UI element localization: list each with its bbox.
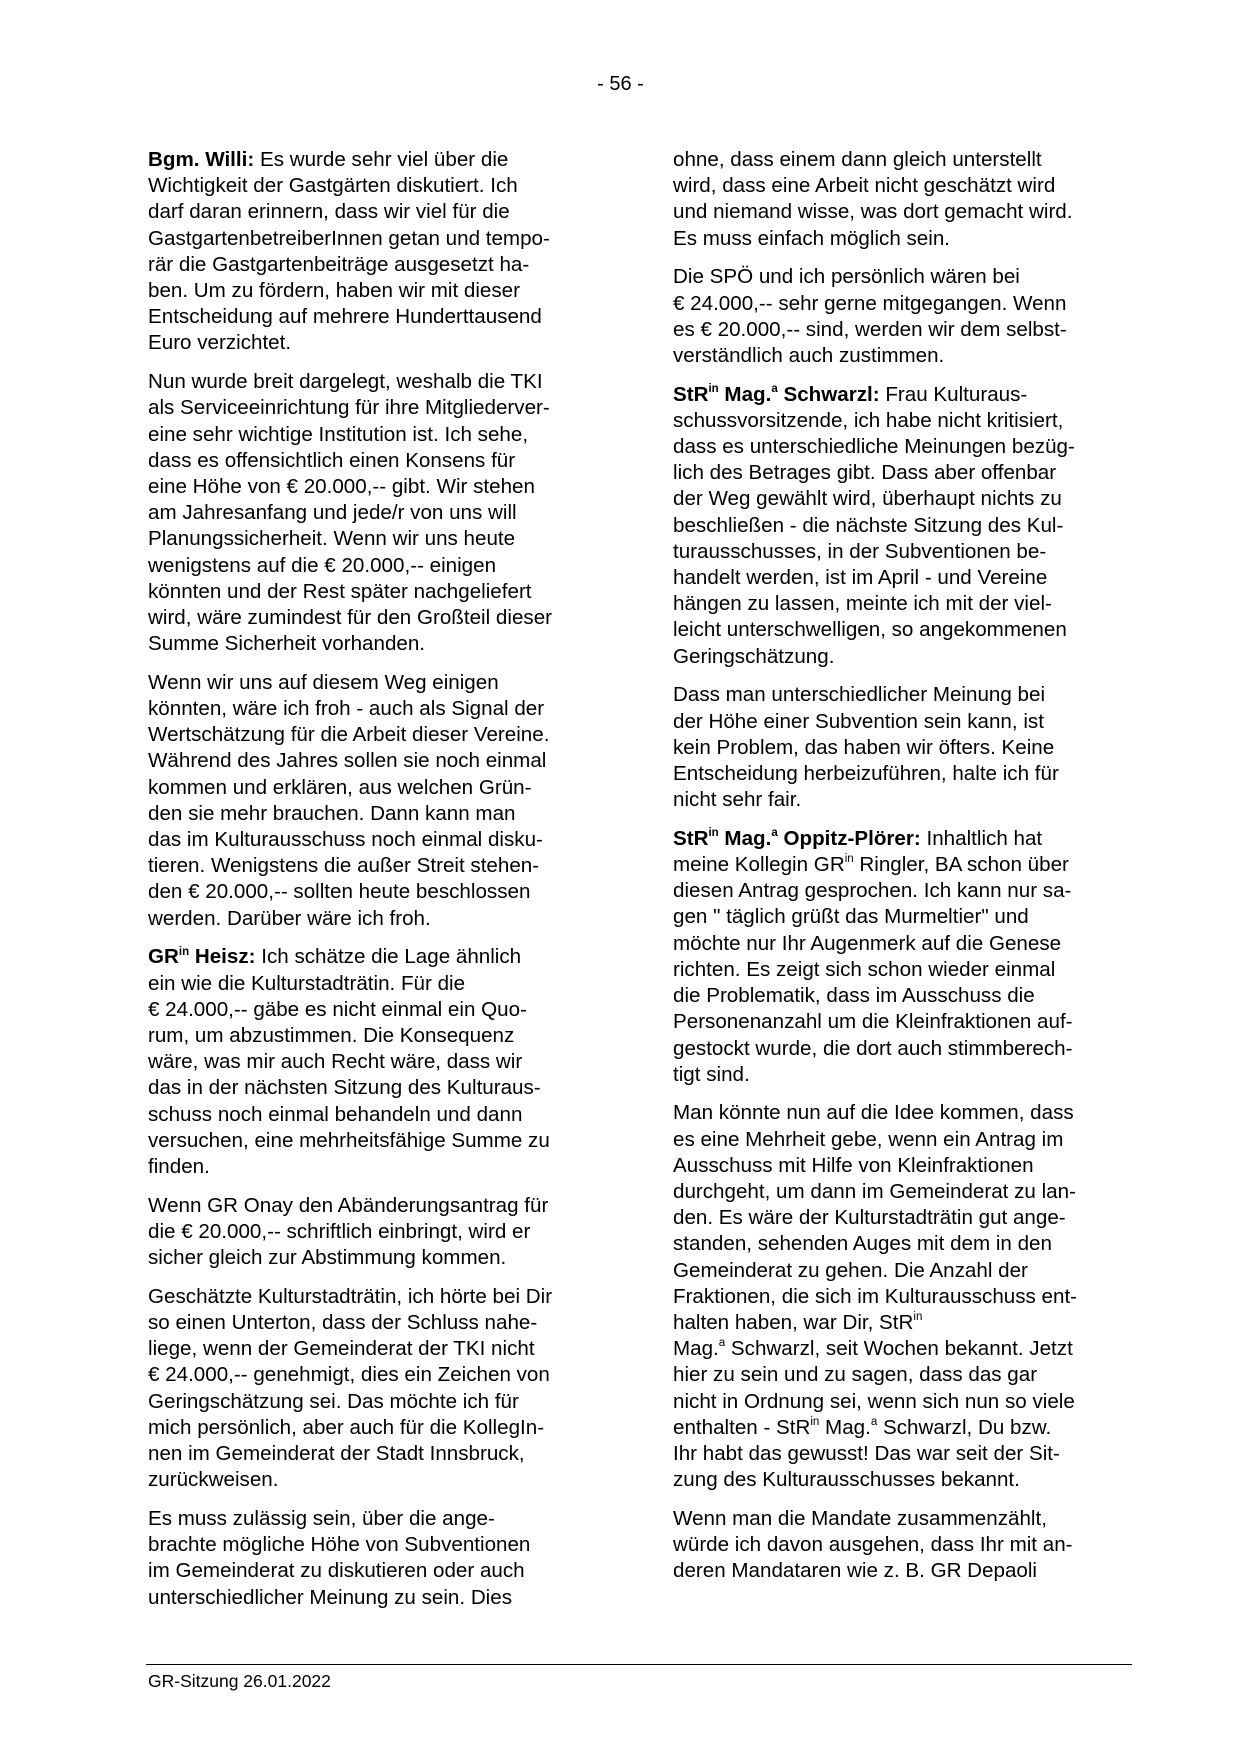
text-line: versuchen, eine mehrheitsfähige Summe zu: [148, 1128, 550, 1152]
paragraph: [673, 682, 1128, 813]
text-line: wenigstens auf die € 20.000,-- einigen: [148, 553, 497, 577]
text-line: könnten und der Rest später nachgeliefert: [148, 579, 532, 603]
text-line: nen im Gemeinderat der Stadt Innsbruck,: [148, 1442, 525, 1466]
text-line: Dass man unterschiedlicher Meinung bei: [673, 683, 1046, 707]
text-line: ohne, dass einem dann gleich unterstellt: [673, 148, 1042, 171]
text-line: das in der nächsten Sitzung des Kulturaus-: [148, 1076, 541, 1100]
text-line: es eine Mehrheit gebe, wenn ein Antrag im: [673, 1127, 1064, 1151]
text-line: Nun wurde breit dargelegt, weshalb die TKI: [148, 370, 543, 394]
text-line: Wertschätzung für die Arbeit dieser Vereine.: [148, 723, 550, 747]
text-line: es € 20.000,-- sind, werden wir dem selbst-: [673, 317, 1067, 341]
text-line: dass es offensichtlich einen Konsens für: [148, 448, 516, 472]
speaker-paragraph: [148, 147, 603, 357]
text-line: liege, wenn der Gemeinderat der TKI nicht: [148, 1337, 535, 1361]
text-line: zung des Kulturausschusses bekannt.: [673, 1468, 1020, 1492]
text-line: wird, dass eine Arbeit nicht geschätzt wird: [673, 174, 1056, 198]
text-line: am Jahresanfang und jede/r von uns will: [148, 501, 517, 525]
text-line: nicht sehr fair.: [673, 788, 802, 812]
footer-divider: [146, 1664, 1132, 1665]
text-line: Geringschätzung.: [673, 644, 835, 668]
text-line: Personenanzahl um die Kleinfraktionen auf-: [673, 1010, 1073, 1034]
text-line: ein wie die Kulturstadträtin. Für die: [148, 971, 466, 995]
speaker-paragraph: [673, 382, 1128, 670]
text-line: hier zu sein und zu sagen, dass das gar: [673, 1363, 1038, 1387]
text-line: kein Problem, das haben wir öfters. Keine: [673, 735, 1055, 759]
text-line: wäre, was mir auch Recht wäre, dass wir: [148, 1050, 523, 1074]
text-line: die Problematik, dass im Ausschuss die: [673, 984, 1035, 1008]
text-line: GastgartenbetreiberInnen getan und tempo-: [148, 226, 550, 250]
text-line: der Höhe einer Subvention sein kann, ist: [673, 709, 1044, 733]
text-line: Die SPÖ und ich persönlich wären bei: [673, 265, 1020, 289]
text-line: leicht unterschwelligen, so angekommenen: [673, 618, 1067, 642]
speaker-name: $GR^{in}$ Heisz:: [148, 945, 256, 969]
text-line: Ihr habt das gewusst! Das war seit der Sit-: [673, 1442, 1060, 1466]
text-line: dass es unterschiedliche Meinungen bezüg-: [673, 435, 1075, 459]
text-line: möchte nur Ihr Augenmerk auf die Genese: [673, 931, 1062, 955]
text-line: Ausschuss mit Hilfe von Kleinfraktionen: [673, 1153, 1034, 1177]
text-line: € 24.000,-- genehmigt, dies ein Zeichen von: [148, 1363, 550, 1387]
text-line: als Serviceeinrichtung für ihre Mitgliederver-: [148, 396, 550, 420]
text-line: turausschusses, in der Subventionen be-: [673, 539, 1047, 563]
text-line: Summe Sicherheit vorhanden.: [148, 632, 426, 656]
text-line: könnten, wäre ich froh - auch als Signal der: [148, 697, 545, 721]
footer-meeting-date: GR-Sitzung 26.01.2022: [148, 1671, 331, 1691]
right-column: [673, 147, 1128, 1597]
text-line: durchgeht, um dann im Gemeinderat zu lan-: [673, 1180, 1076, 1204]
paragraph: [673, 147, 1128, 252]
text-line: Fraktionen, die sich im Kulturausschuss ent-: [673, 1284, 1078, 1308]
text-line: meine Kollegin $GR^{in}$ Ringler, BA schon über: [673, 853, 1069, 877]
text-line: Euro verzichtet.: [148, 331, 292, 355]
text-line: Frau Kulturaus-: [885, 382, 1028, 406]
text-line: unterschiedlicher Meinung zu sein. Dies: [148, 1585, 513, 1609]
text-line: sicher gleich zur Abstimmung kommen.: [148, 1246, 507, 1270]
text-line: Es wurde sehr viel über die: [259, 148, 509, 171]
text-line: Ich schätze die Lage ähnlich: [261, 945, 522, 969]
speaker-paragraph: [148, 944, 603, 1180]
text-line: halten haben, war Dir, StR$^{in}$: [673, 1311, 923, 1335]
text-line: den. Es wäre der Kulturstadträtin gut ange-: [673, 1206, 1066, 1230]
text-line: Entscheidung auf mehrere Hunderttausend: [148, 305, 542, 329]
text-line: kommen und erklären, aus welchen Grün-: [148, 775, 532, 799]
paragraph: [673, 1506, 1128, 1585]
page-number: - 56 -: [597, 73, 644, 95]
text-line: Wenn GR Onay den Abänderungsantrag für: [148, 1193, 549, 1217]
text-line: richten. Es zeigt sich schon wieder einmal: [673, 957, 1056, 981]
text-line: den sie mehr brauchen. Dann kann man: [148, 801, 516, 825]
text-line: Inhaltlich hat: [926, 826, 1043, 850]
text-line: € 24.000,-- gäbe es nicht einmal ein Quo-: [148, 997, 527, 1021]
text-line: tieren. Wenigstens die außer Streit stehen-: [148, 854, 540, 878]
text-line: Es muss einfach möglich sein.: [673, 226, 950, 250]
text-line: deren Mandataren wie z. B. GR Depaoli: [673, 1559, 1038, 1583]
text-line: Gemeinderat zu gehen. Die Anzahl der: [673, 1258, 1028, 1282]
text-line: den € 20.000,-- sollten heute beschlossen: [148, 880, 531, 904]
text-line: nicht in Ordnung sei, wenn sich nun so viele: [673, 1389, 1075, 1413]
text-line: würde ich davon ausgehen, dass Ihr mit an-: [673, 1533, 1073, 1557]
text-line: Planungssicherheit. Wenn wir uns heute: [148, 527, 516, 551]
paragraph: [148, 1193, 603, 1272]
left-column: [148, 147, 603, 1623]
text-line: die € 20.000,-- schriftlich einbringt, wird er: [148, 1219, 531, 1243]
text-line: eine sehr wichtige Institution ist. Ich sehe,: [148, 422, 529, 446]
text-line: Wenn man die Mandate zusammenzählt,: [673, 1506, 1047, 1530]
paragraph: [673, 1100, 1128, 1493]
text-line: Mag.$^a$ Schwarzl, seit Wochen bekannt. Jetzt: [673, 1337, 1073, 1361]
paragraph: [148, 1506, 603, 1611]
speaker-name: Bgm. Willi:: [148, 148, 255, 171]
text-line: so einen Unterton, dass der Schluss nahe-: [148, 1311, 538, 1335]
text-line: werden. Darüber wäre ich froh.: [148, 906, 431, 930]
text-line: lich des Betrages gibt. Dass aber offenbar: [673, 461, 1057, 485]
text-line: wird, wäre zumindest für den Großteil dieser: [148, 605, 553, 629]
speaker-paragraph: [673, 826, 1128, 1088]
text-line: gestockt wurde, die dort auch stimmberech-: [673, 1036, 1073, 1060]
text-line: eine Höhe von € 20.000,-- gibt. Wir stehen: [148, 474, 535, 498]
text-line: ben. Um zu fördern, haben wir mit dieser: [148, 279, 520, 303]
text-line: Wichtigkeit der Gastgärten diskutiert. Ich: [148, 174, 518, 198]
text-line: Geringschätzung sei. Das möchte ich für: [148, 1389, 519, 1413]
text-line: diesen Antrag gesprochen. Ich kann nur sa-: [673, 879, 1072, 903]
text-line: tigt sind.: [673, 1062, 750, 1086]
text-line: rär die Gastgartenbeiträge ausgesetzt ha-: [148, 252, 530, 276]
paragraph: [673, 264, 1128, 369]
text-line: brachte mögliche Höhe von Subventionen: [148, 1533, 531, 1557]
text-line: Während des Jahres sollen sie noch einmal: [148, 749, 547, 773]
paragraph: [148, 369, 603, 657]
text-line: € 24.000,-- sehr gerne mitgegangen. Wenn: [673, 291, 1067, 315]
speaker-name: StR$^{in}$ Mag.$^a$ Schwarzl:: [673, 382, 880, 406]
text-line: Wenn wir uns auf diesem Weg einigen: [148, 670, 499, 694]
text-line: mich persönlich, aber auch für die KollegIn-: [148, 1415, 545, 1439]
text-line: und niemand wisse, was dort gemacht wird.: [673, 200, 1073, 224]
text-line: finden.: [148, 1155, 210, 1179]
text-line: rum, um abzustimmen. Die Konsequenz: [148, 1024, 515, 1047]
text-line: enthalten - StR$^{in}$ Mag.$^a$ Schwarzl, Du bzw.: [673, 1415, 1052, 1439]
text-line: Geschätzte Kulturstadträtin, ich hörte bei Dir: [148, 1284, 553, 1308]
speaker-name: StR$^{in}$ Mag.$^a$ Oppitz-Plörer:: [673, 826, 921, 850]
text-line: handelt werden, ist im April - und Vereine: [673, 566, 1048, 590]
text-line: Es muss zulässig sein, über die ange-: [148, 1506, 495, 1530]
text-line: hängen zu lassen, meinte ich mit der viel-: [673, 592, 1052, 616]
text-line: Entscheidung herbeizuführen, halte ich für: [673, 761, 1059, 785]
text-line: Man könnte nun auf die Idee kommen, dass: [673, 1101, 1074, 1125]
text-line: der Weg gewählt wird, überhaupt nichts zu: [673, 487, 1062, 511]
paragraph: [148, 1284, 603, 1494]
text-line: darf daran erinnern, dass wir viel für die: [148, 200, 510, 224]
text-line: standen, sehenden Auges mit dem in den: [673, 1232, 1052, 1256]
text-line: beschließen - die nächste Sitzung des Kul-: [673, 513, 1064, 537]
text-line: schussvorsitzende, ich habe nicht kritisiert,: [673, 408, 1064, 432]
text-line: verständlich auch zustimmen.: [673, 343, 945, 367]
text-line: das im Kulturausschuss noch einmal disku-: [148, 828, 543, 852]
text-line: im Gemeinderat zu diskutieren oder auch: [148, 1559, 525, 1583]
text-line: schuss noch einmal behandeln und dann: [148, 1102, 523, 1126]
text-line: gen " täglich grüßt das Murmeltier" und: [673, 905, 1029, 929]
text-line: zurückweisen.: [148, 1468, 279, 1492]
paragraph: [148, 670, 603, 932]
